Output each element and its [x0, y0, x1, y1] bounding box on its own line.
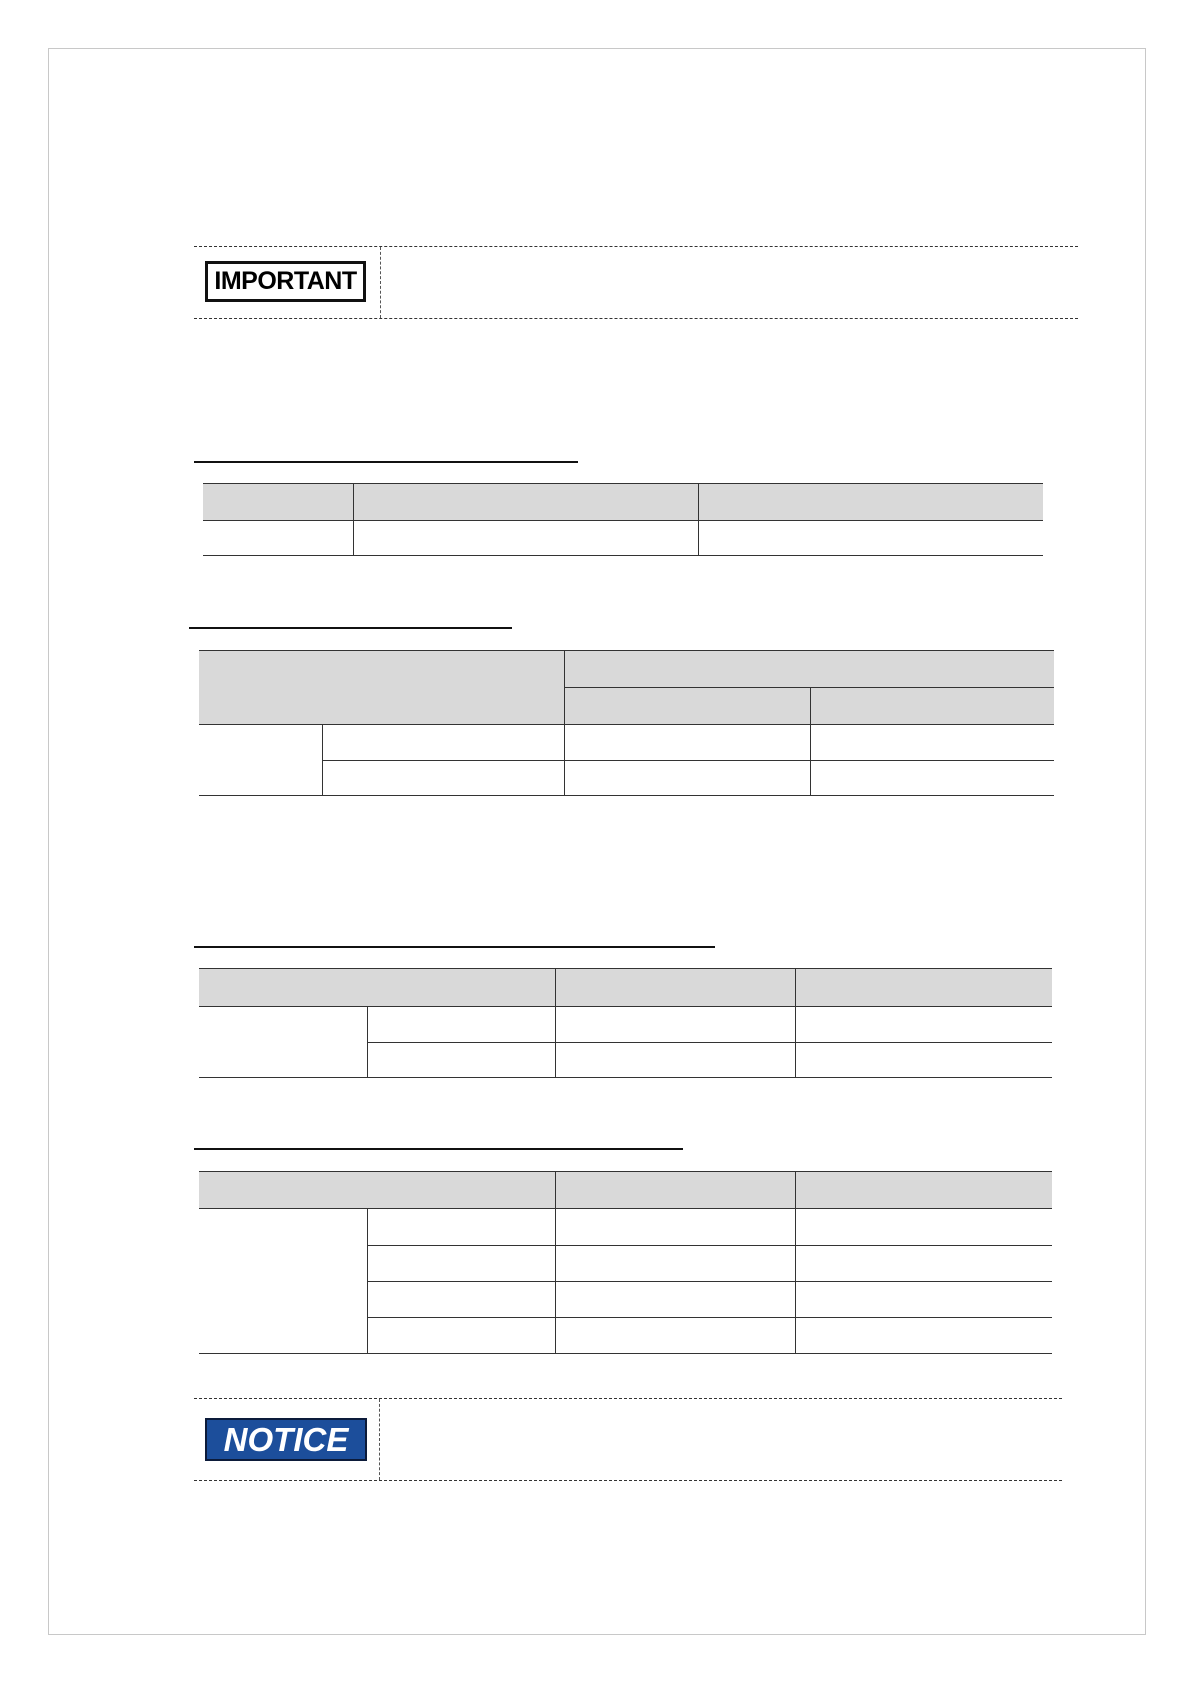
section-4-heading-rule	[194, 1148, 683, 1150]
section-3-heading-rule	[194, 946, 715, 948]
table-2-header-left	[199, 651, 564, 724]
table-2-col-divider	[322, 724, 323, 796]
table-4-col-divider	[367, 1208, 368, 1354]
section-1-heading-rule	[194, 461, 578, 463]
table-4-col-divider	[555, 1172, 556, 1354]
table-4-row-divider	[367, 1245, 1052, 1246]
important-badge: IMPORTANT	[205, 261, 366, 302]
table-4-col-divider	[795, 1172, 796, 1354]
table-4-row-divider	[367, 1317, 1052, 1318]
table-2-col-divider	[810, 687, 811, 796]
table-3-col-divider	[555, 969, 556, 1078]
table-4-header-bottom	[199, 1208, 1052, 1209]
table-1	[203, 483, 1043, 556]
table-4-row-divider	[367, 1281, 1052, 1282]
table-2-header-bottom	[199, 724, 1054, 725]
table-1-header-row	[203, 484, 1043, 520]
table-1-col-divider	[353, 484, 354, 556]
table-4	[199, 1171, 1052, 1354]
table-3	[199, 968, 1052, 1078]
table-1-row-divider	[203, 520, 1043, 521]
table-4-header-row	[199, 1172, 1052, 1208]
table-3-header-bottom	[199, 1006, 1052, 1007]
notice-badge: NOTICE	[205, 1418, 367, 1461]
table-2-header-subdivider	[564, 687, 1054, 688]
table-3-col-divider	[367, 1006, 368, 1078]
table-2	[199, 650, 1054, 796]
table-3-row-divider	[367, 1042, 1052, 1043]
table-3-header-row	[199, 969, 1052, 1006]
important-callout	[194, 246, 1078, 319]
table-2-row-divider	[322, 760, 1054, 761]
table-1-col-divider	[698, 484, 699, 556]
table-3-col-divider	[795, 969, 796, 1078]
notice-callout	[194, 1398, 1062, 1481]
section-2-heading-rule	[189, 627, 512, 629]
table-2-col-divider	[564, 651, 565, 796]
